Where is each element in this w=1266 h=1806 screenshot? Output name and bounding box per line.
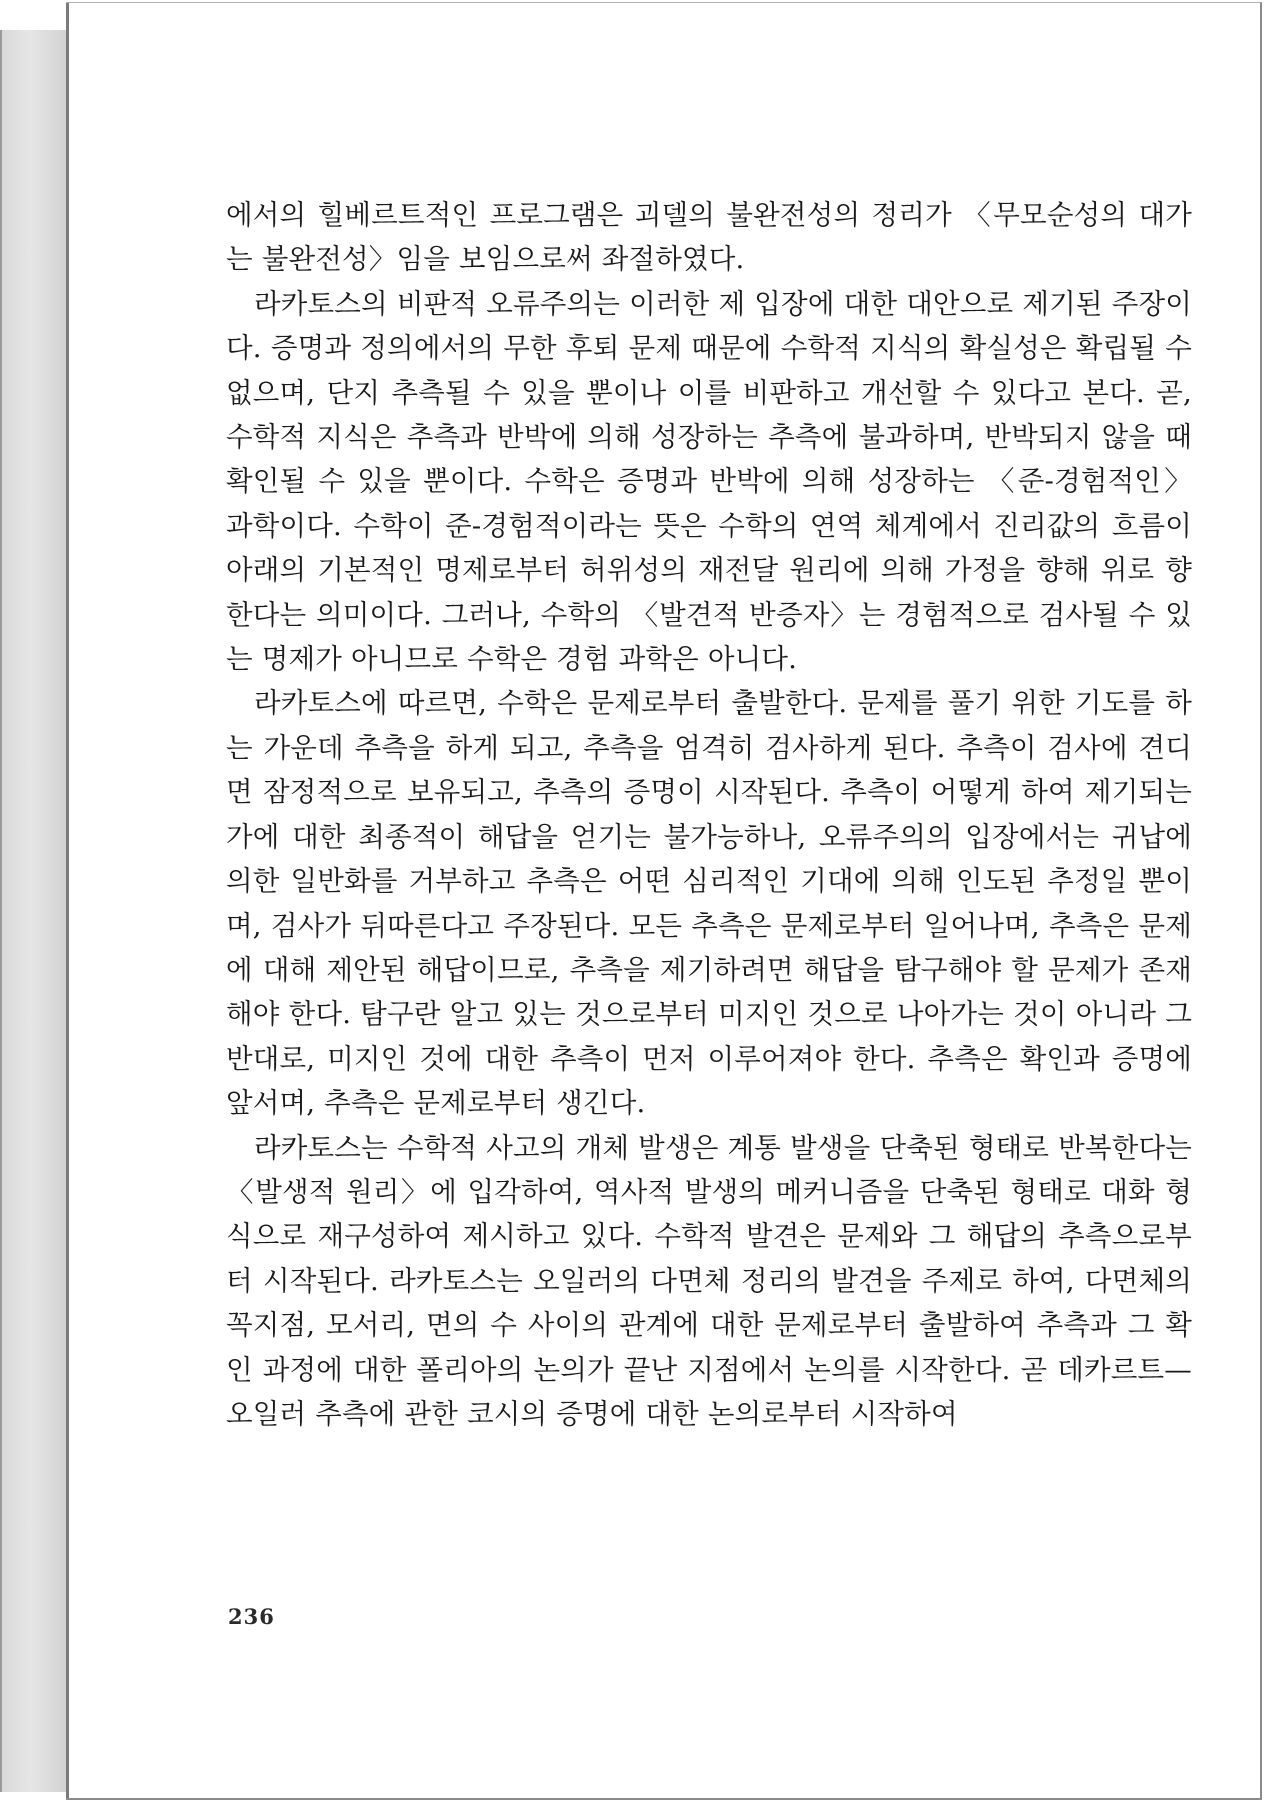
paragraph-1: 에서의 힐베르트적인 프로그램은 괴델의 불완전성의 정리가 〈무모순성의 대가는 불완전성〉임을 보임으로써 좌절하였다. [226,199,1192,276]
book-page [66,2,1262,1800]
paragraph-2: 라카토스의 비판적 오류주의는 이러한 제 입장에 대한 대안으로 제기된 주장이다. 증명과 정의에서의 무한 후퇴 문제 때문에 수학적 지식의 확실성은 확립될 수 없으며, 단지 추측될 수 있을 뿐이나 이를 비판하고 개선할 수 있다고 본다. 곧, 수학적 지식은 추측과 반박에 의해 성장하는 추측에 불과하며, 반박되지 않을 때 확인될 수 있을 뿐이다. 수학은 증명과 반박에 의해 성장하는 〈준-경험적인〉 과학이다. 수학이 준-경험적이라는 뜻은 수학의 연역 체계에서 진리값의 흐름이 아래의 기본적인 명제로부터 허위성의 재전달 원리에 의해 가정을 향해 위로 향한다는 의미이다. 그러나, 수학의 〈발견적 반증자〉는 경험적으로 검사될 수 있는 명제가 아니므로 수학은 경험 과학은 아니다. [226,287,1192,676]
page-number: 236 [228,1604,275,1629]
paragraph-4: 라카토스는 수학적 사고의 개체 발생은 계통 발생을 단축된 형태로 반복한다는 〈발생적 원리〉에 입각하여, 역사적 발생의 메커니즘을 단축된 형태로 대화 형식으로 재구성하여 제시하고 있다. 수학적 발견은 문제와 그 해답의 추측으로부터 시작된다. 라카토스는 오일러의 다면체 정리의 발견을 주제로 하여, 다면체의 꼭지점, 모서리, 면의 수 사이의 관계에 대한 문제로부터 출발하여 추측과 그 확인 과정에 대한 폴리아의 논의가 끝난 지점에서 논의를 시작한다. 곧 데카르트—오일러 추측에 관한 코시의 증명에 대한 논의로부터 시작하여 [226,1131,1192,1430]
page-stack-edge [0,30,72,1792]
paragraph-3: 라카토스에 따르면, 수학은 문제로부터 출발한다. 문제를 풀기 위한 기도를 하는 가운데 추측을 하게 되고, 추측을 엄격히 검사하게 된다. 추측이 검사에 견디면 잠정적으로 보유되고, 추측의 증명이 시작된다. 추측이 어떻게 하여 제기되는가에 대한 최종적이 해답을 얻기는 불가능하나, 오류주의의 입장에서는 귀납에 의한 일반화를 거부하고 추측은 어떤 심리적인 기대에 의해 인도된 추정일 뿐이며, 검사가 뒤따른다고 주장된다. 모든 추측은 문제로부터 일어나며, 추측은 문제에 대해 제안된 해답이므로, 추측을 제기하려면 해답을 탐구해야 할 문제가 존재해야 한다. 탐구란 알고 있는 것으로부터 미지인 것으로 나아가는 것이 아니라 그 반대로, 미지인 것에 대한 추측이 먼저 이루어져야 한다. 추측은 확인과 증명에 앞서며, 추측은 문제로부터 생긴다. [226,687,1192,1120]
body-text [226,193,1192,1436]
